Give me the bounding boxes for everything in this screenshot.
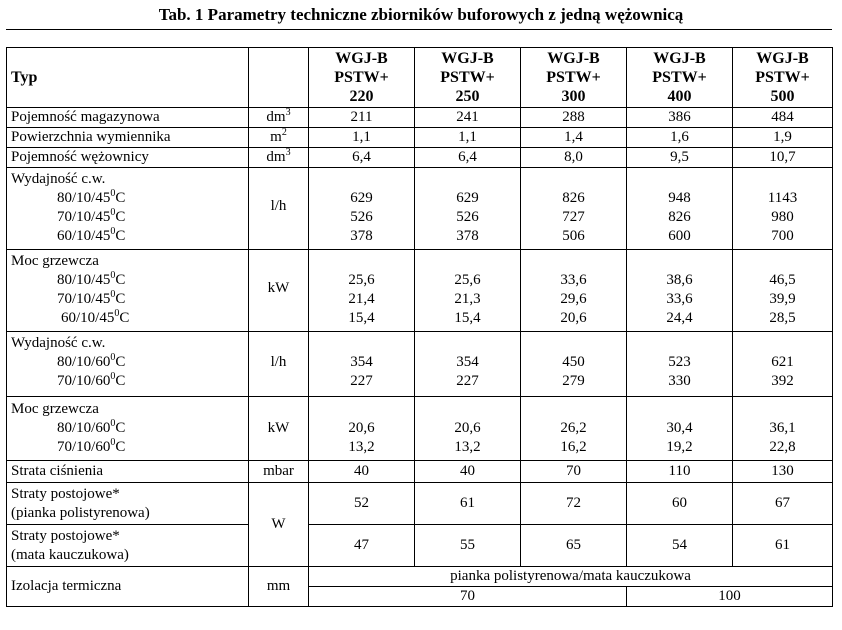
value-cell: 1,1 — [309, 128, 415, 148]
value-cell: 826 727 506 — [521, 168, 627, 250]
row-unit: kW — [249, 250, 309, 332]
value-cell: 33,6 29,6 20,6 — [521, 250, 627, 332]
value-cell: 354 227 — [309, 332, 415, 397]
value-cell: 61 — [733, 525, 833, 567]
value-cell: 25,6 21,3 15,4 — [415, 250, 521, 332]
table-row-insulation-note — [7, 567, 833, 587]
value-cell: 8,0 — [521, 148, 627, 168]
value-cell: 948 826 600 — [627, 168, 733, 250]
value-cell: 20,6 13,2 — [415, 397, 521, 461]
insulation-thickness-a: 70 — [309, 587, 627, 607]
row-unit: l/h — [249, 168, 309, 250]
value-cell: 484 — [733, 108, 833, 128]
value-cell: 1,1 — [415, 128, 521, 148]
table-row-standby-loss-rubber — [7, 525, 833, 567]
table-row-capacity — [7, 108, 833, 128]
header-model-500: WGJ-B PSTW+ 500 — [733, 48, 833, 108]
value-cell: 1,4 — [521, 128, 627, 148]
header-unit-cell — [249, 48, 309, 108]
table-row-coil-capacity — [7, 148, 833, 168]
row-unit: l/h — [249, 332, 309, 397]
value-cell: 211 — [309, 108, 415, 128]
table-header-row — [7, 48, 833, 108]
value-cell: 10,7 — [733, 148, 833, 168]
value-cell: 67 — [733, 483, 833, 525]
value-cell: 621 392 — [733, 332, 833, 397]
header-model-300: WGJ-B PSTW+ 300 — [521, 48, 627, 108]
value-cell: 450 279 — [521, 332, 627, 397]
table-row-dhw-output-45 — [7, 168, 833, 250]
row-label: Pojemność wężownicy — [7, 148, 249, 168]
row-label: Moc grzewcza $80/10/45^0C$ $70/10/45^0C$ $60/10/45^0C$ — [7, 250, 249, 332]
value-cell: 386 — [627, 108, 733, 128]
value-cell: 6,4 — [415, 148, 521, 168]
row-unit: mbar — [249, 461, 309, 483]
row-label: Strata ciśnienia — [7, 461, 249, 483]
row-label: Straty postojowe* (pianka polistyrenowa) — [7, 483, 249, 525]
value-cell: 25,6 21,4 15,4 — [309, 250, 415, 332]
value-cell: 54 — [627, 525, 733, 567]
value-cell: 38,6 33,6 24,4 — [627, 250, 733, 332]
value-cell: 70 — [521, 461, 627, 483]
row-label: Powierzchnia wymiennika — [7, 128, 249, 148]
value-cell: 30,4 19,2 — [627, 397, 733, 461]
value-cell: 354 227 — [415, 332, 521, 397]
row-unit: mm — [249, 567, 309, 607]
caption-divider — [6, 29, 832, 30]
value-cell: 61 — [415, 483, 521, 525]
header-model-250: WGJ-B PSTW+ 250 — [415, 48, 521, 108]
value-cell: 40 — [309, 461, 415, 483]
value-cell: 241 — [415, 108, 521, 128]
row-label: Izolacja termiczna — [7, 567, 249, 607]
table-row-heating-power-45 — [7, 250, 833, 332]
value-cell: 130 — [733, 461, 833, 483]
insulation-thickness-b: 100 — [627, 587, 833, 607]
value-cell: 52 — [309, 483, 415, 525]
value-cell: 1,9 — [733, 128, 833, 148]
value-cell: 629 526 378 — [415, 168, 521, 250]
value-cell: 9,5 — [627, 148, 733, 168]
row-unit: kW — [249, 397, 309, 461]
row-unit: $m^2$ — [249, 128, 309, 148]
value-cell: 72 — [521, 483, 627, 525]
value-cell: 20,6 13,2 — [309, 397, 415, 461]
value-cell: 1143 980 700 — [733, 168, 833, 250]
table-row-heating-power-60 — [7, 397, 833, 461]
row-unit: $dm^3$ — [249, 148, 309, 168]
value-cell: 6,4 — [309, 148, 415, 168]
header-model-400: WGJ-B PSTW+ 400 — [627, 48, 733, 108]
value-cell: 629 526 378 — [309, 168, 415, 250]
value-cell: 65 — [521, 525, 627, 567]
header-model-220: WGJ-B PSTW+ 220 — [309, 48, 415, 108]
value-cell: 110 — [627, 461, 733, 483]
value-cell: 288 — [521, 108, 627, 128]
value-cell: 26,2 16,2 — [521, 397, 627, 461]
table-row-standby-loss-foam — [7, 483, 833, 525]
spec-table — [6, 47, 833, 607]
value-cell: 40 — [415, 461, 521, 483]
value-cell: 47 — [309, 525, 415, 567]
table-row-exchanger-area — [7, 128, 833, 148]
table-row-pressure-loss — [7, 461, 833, 483]
row-label: Wydajność c.w. $80/10/60^0C$ $70/10/60^0C$ — [7, 332, 249, 397]
value-cell: 60 — [627, 483, 733, 525]
value-cell: 36,1 22,8 — [733, 397, 833, 461]
value-cell: 46,5 39,9 28,5 — [733, 250, 833, 332]
row-label: Pojemność magazynowa — [7, 108, 249, 128]
table-caption: Tab. 1 Parametry techniczne zbiorników buforowych z jedną wężownicą — [158, 5, 684, 24]
row-label: Moc grzewcza $80/10/60^0C$ $70/10/60^0C$ — [7, 397, 249, 461]
row-label: Wydajność c.w. $80/10/45^0C$ $70/10/45^0C$ $60/10/45^0C$ — [7, 168, 249, 250]
insulation-note: pianka polistyrenowa/mata kauczukowa — [309, 567, 833, 587]
value-cell: 523 330 — [627, 332, 733, 397]
value-cell: 1,6 — [627, 128, 733, 148]
table-row-dhw-output-60 — [7, 332, 833, 397]
row-label: Straty postojowe* (mata kauczukowa) — [7, 525, 249, 567]
row-unit: $dm^3$ — [249, 108, 309, 128]
row-unit: W — [249, 483, 309, 567]
value-cell: 55 — [415, 525, 521, 567]
header-type-label: Typ — [7, 48, 249, 108]
